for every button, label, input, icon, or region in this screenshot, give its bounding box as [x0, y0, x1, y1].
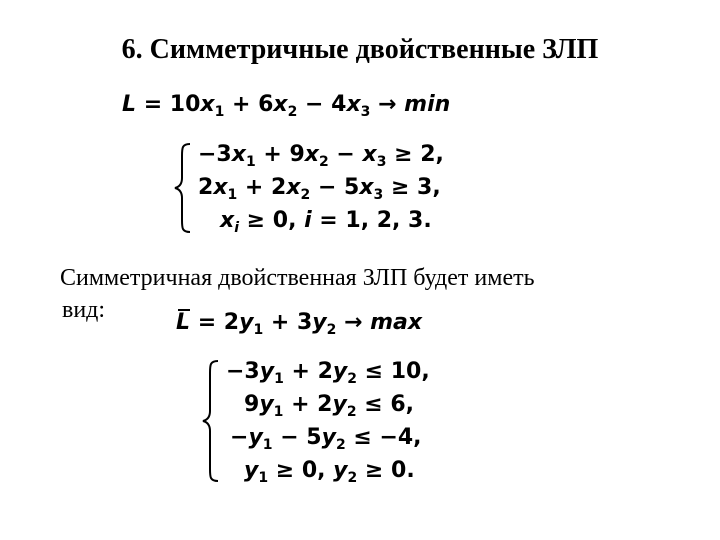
primal-constraint-2: $2x_1 + 2x_2 - 5x_3 \ge 3$,	[198, 175, 441, 203]
objective-L: L	[122, 92, 137, 117]
dual-constraint-1: $-3y_1 + 2y_2 \le 10$,	[226, 359, 430, 387]
dual-nonnegativity: $y_1 \ge 0$, $y_2 \ge 0$.	[244, 458, 415, 486]
left-brace-icon	[200, 359, 224, 483]
primal-objective: $L = 10x_1 + 6x_2 - 4x_3 \to \min$	[122, 92, 451, 120]
primal-constraint-1: $-3x_1 + 9x_2 - x_3 \ge 2$,	[198, 142, 444, 170]
objective-direction: min	[404, 92, 451, 117]
dual-constraint-3: $-y_1 - 5y_2 \le -4$,	[230, 425, 422, 453]
slide-title: 6. Симметричные двойственные ЗЛП	[121, 34, 599, 65]
dual-objective: $L = 2y_1 + 3y_2 \to \max$	[176, 310, 423, 338]
primal-nonnegativity: $x_i \ge 0$, i = 1, 2, 3.	[220, 208, 432, 236]
dual-constraint-2: $9y_1 + 2y_2 \le 6$,	[244, 392, 414, 420]
left-brace-icon	[172, 142, 196, 234]
objective-L-bar: L	[176, 310, 191, 335]
objective-direction: max	[370, 310, 423, 335]
intro-line-2: вид:	[62, 297, 106, 323]
intro-line-1: Симметричная двойственная ЗЛП будет иметь	[60, 265, 535, 291]
